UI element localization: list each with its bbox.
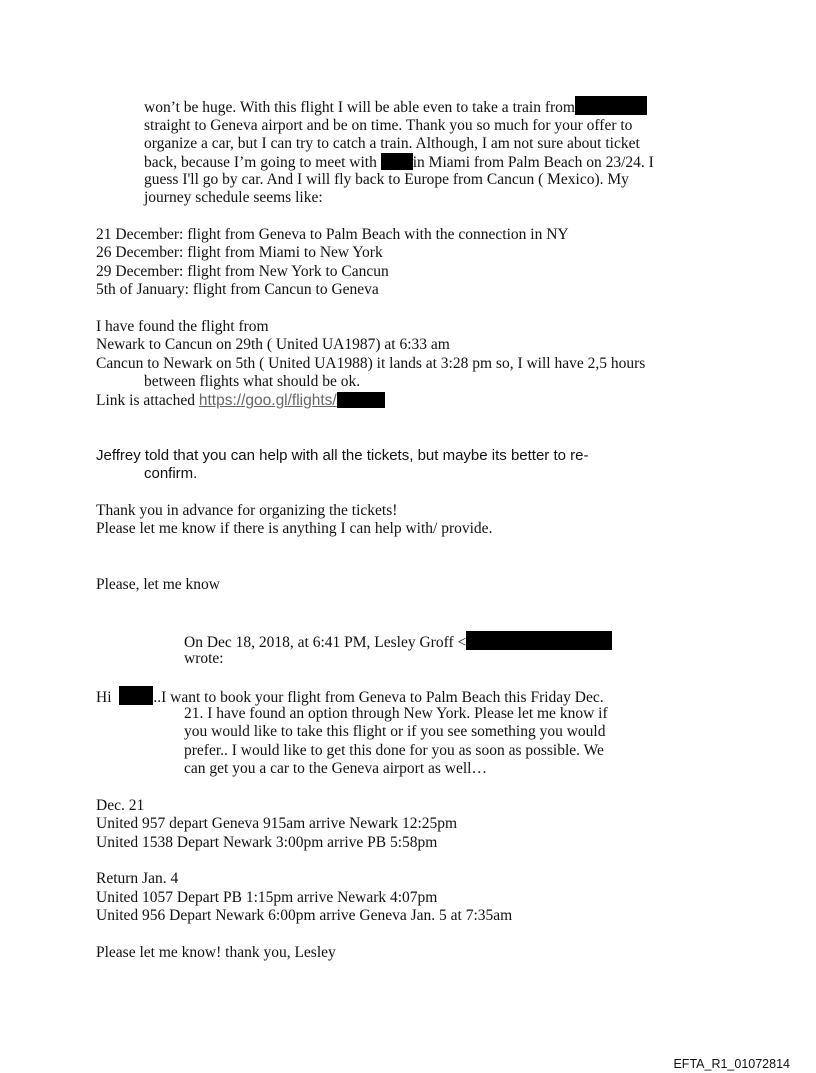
- body-line: can get you a car to the Geneva airport as well…: [184, 760, 487, 777]
- quote-header-text: On Dec 18, 2018, at 6:41 PM, Lesley Groff <: [184, 634, 467, 651]
- redaction-bar: [466, 631, 612, 650]
- body-text: Hi: [96, 689, 112, 706]
- body-line: guess I'll go by car. And I will fly back to Europe from Cancun ( Mexico). My: [144, 171, 629, 188]
- redaction-bar: [119, 686, 153, 705]
- schedule-item: 26 December: flight from Miami to New York: [96, 244, 383, 261]
- link-line: [96, 392, 385, 410]
- body-line: Newark to Cancun on 29th ( United UA1987) at 6:33 am: [96, 336, 450, 353]
- redaction-bar: [337, 392, 385, 408]
- body-line: between flights what should be ok.: [144, 373, 361, 390]
- itinerary-date: Dec. 21: [96, 797, 145, 814]
- body-line: journey schedule seems like:: [144, 189, 323, 206]
- itinerary-flight: United 957 depart Geneva 915am arrive Newark 12:25pm: [96, 815, 458, 832]
- schedule-item: 5th of January: flight from Cancun to Geneva: [96, 281, 379, 298]
- redaction-bar: [381, 153, 413, 170]
- quote-header: [184, 631, 612, 652]
- body-line: Thank you in advance for organizing the tickets!: [96, 502, 398, 519]
- signoff: Please let me know! thank you, Lesley: [96, 944, 336, 961]
- schedule-item: 21 December: flight from Geneva to Palm Beach with the connection in NY: [96, 226, 569, 243]
- body-line: organize a car, but I can try to catch a train. Although, I am not sure about ticket: [144, 135, 640, 152]
- body-line: prefer.. I would like to get this done for you as soon as possible. We: [184, 742, 604, 759]
- body-line: Cancun to Newark on 5th ( United UA1988) it lands at 3:28 pm so, I will have 2,5 hours: [96, 355, 646, 372]
- body-line: you would like to take this flight or if you see something you would: [184, 723, 606, 740]
- body-text: Link is attached: [96, 392, 199, 409]
- body-line: I have found the flight from: [96, 318, 269, 335]
- schedule-item: 29 December: flight from New York to Cancun: [96, 263, 389, 280]
- itinerary-flight: United 956 Depart Newark 6:00pm arrive Geneva Jan. 5 at 7:35am: [96, 907, 513, 924]
- body-text: in Miami from Palm Beach on 23/24. I: [412, 154, 654, 171]
- body-text: won’t be huge. With this flight I will be able even to take a train from: [144, 99, 575, 116]
- body-line: Please, let me know: [96, 576, 220, 593]
- quote-header: wrote:: [184, 650, 224, 667]
- body-line: [144, 153, 654, 172]
- body-text: ..I want to book your flight from Geneva to Palm Beach this Friday Dec.: [153, 689, 604, 706]
- redaction-bar: [575, 96, 647, 115]
- body-line: straight to Geneva airport and be on time. Thank you so much for your offer to: [144, 117, 633, 134]
- body-text: back, because I’m going to meet with: [144, 154, 377, 171]
- body-line: Please let me know if there is anything I can help with/ provide.: [96, 520, 493, 537]
- itinerary-flight: United 1538 Depart Newark 3:00pm arrive PB 5:58pm: [96, 834, 438, 851]
- body-line: Jeffrey told that you can help with all the tickets, but maybe its better to re-: [96, 447, 589, 464]
- flights-link[interactable]: https://goo.gl/flights/: [198, 392, 337, 409]
- itinerary-flight: United 1057 Depart PB 1:15pm arrive Newark 4:07pm: [96, 889, 438, 906]
- body-line: [144, 96, 647, 117]
- body-line: confirm.: [144, 465, 198, 482]
- itinerary-date: Return Jan. 4: [96, 870, 179, 887]
- body-line: 21. I have found an option through New York. Please let me know if: [184, 705, 608, 722]
- document-id: EFTA_R1_01072814: [673, 1057, 790, 1071]
